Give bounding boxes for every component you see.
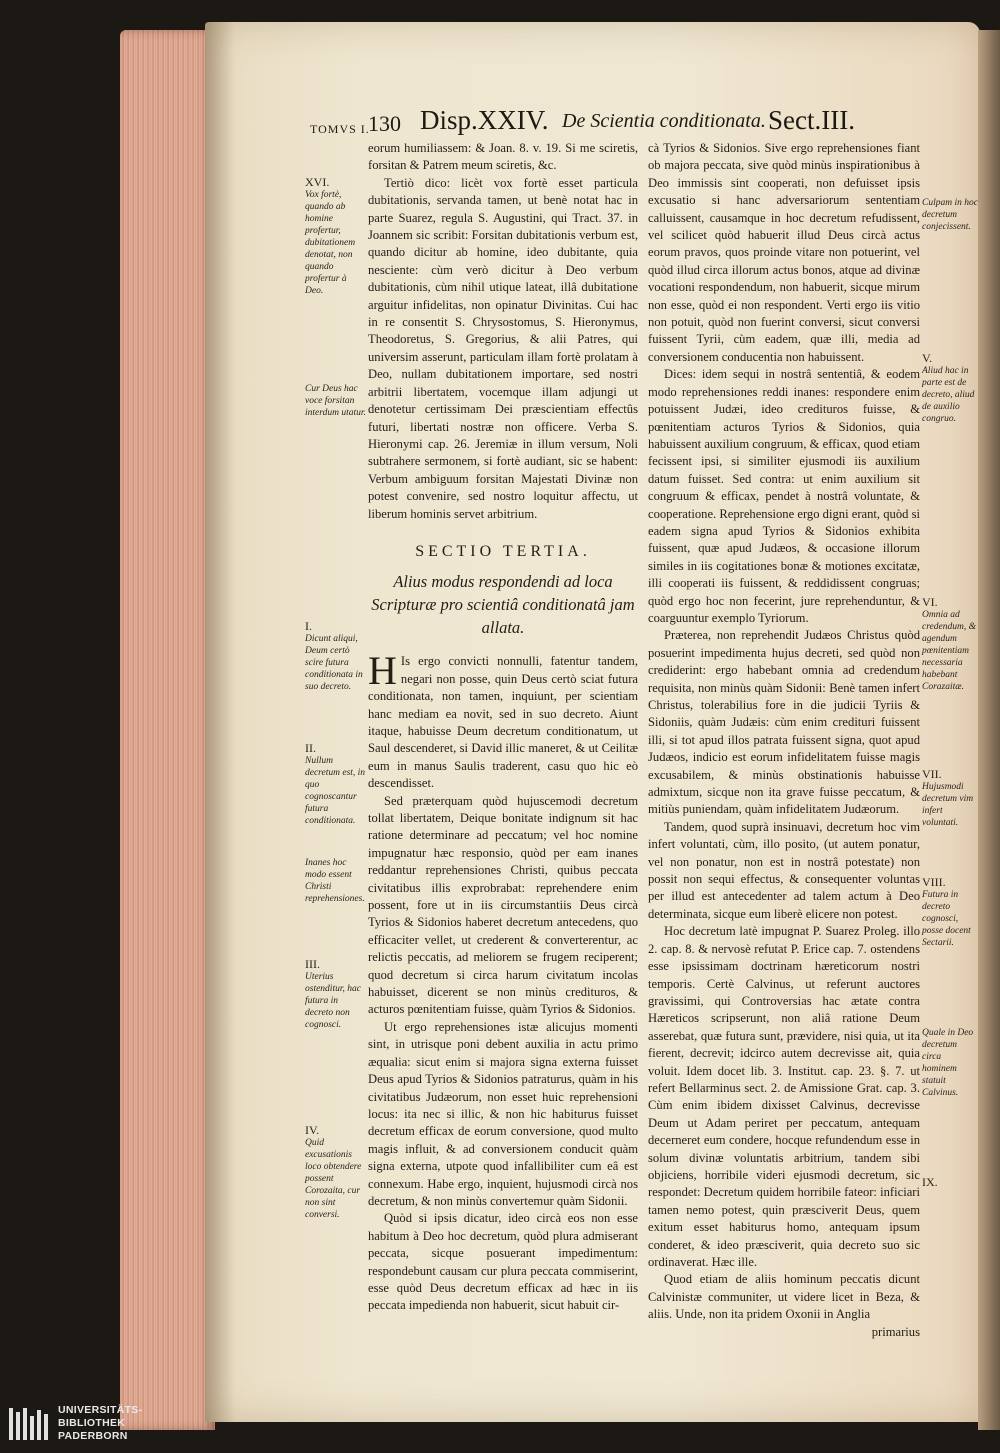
margin-note: Quale in Deo decretum circa hominem statuit Calvinus. xyxy=(922,1028,974,1098)
section-subtitle: Alius modus respondendi ad loca Scripturæ pro scientiâ conditionatâ jam allata. xyxy=(371,572,635,638)
library-logo xyxy=(8,1402,148,1446)
margin-note: II. Nullum decretum est, in quo cognoscantur futura conditionata. xyxy=(305,741,366,826)
margin-note: VI. Omnia ad credendum, & agendum pœnitentiam necessaria habebant Corazaitæ. xyxy=(922,595,976,692)
paragraph: Præterea, non reprehendit Judæos Christus quòd posuerint impedimenta hujus decreti, sed quòd non crediderint: ergo habebant omnia ad credendum requisita, non minùs quàm Sidonii: Benè tamen infert Christus, tolerabilius fore in die judicii Tyriis & Sidoniis, quàm Judæis: cùm enim credituri fuissent illi, si tot apud illos patrata fuissent signa, quot apud Judæos, indicio est eorum infidelitatem fuisse magis excusabilem, & minùs obstinationis habuisse admixtum, sicque non ita grave fuisse peccatum, & mitiùs puniendam, quàm infidelitatem Judæorum. xyxy=(648,628,920,817)
margin-note: Inanes hoc modo essent Christi reprehensiones. xyxy=(305,858,365,904)
margin-note: VII. Hujusmodi decretum vim infert voluntati. xyxy=(922,767,974,828)
paragraph: Tandem, quod suprà insinuavi, decretum hoc vim infert voluntati, cùm, illo posito, (ut autem ponatur, vel non ponatur, non est in nostrâ potestate) non possit non sequi effectus, & consequenter voluntas per illud est antecedenter ad talem actum à Deo determinata, sicque eum liberè elicere non potest. xyxy=(648,819,920,921)
margin-note: Culpam in hoc decretum conjecissent. xyxy=(922,198,978,232)
paragraph-text: Is ergo convicti nonnulli, fatentur tandem, negari non posse, quin Deus certò sciat futura conditionata, non tamen, inquiunt, per scientiam hanc mediam ea novit, sed in suo decreto. Aiunt itaque, habuisse Deum decretum conditionatum, ut Saul descenderet, si David illic maneret, & ut Ceilitæ eum in manus Saulis traderent, casu quo hic eò descendisset. xyxy=(368,654,638,791)
margin-note: Cur Deus hac voce forsitan interdum utatur. xyxy=(305,384,366,418)
margin-note: V. Aliud hac in parte est de decreto, aliud de auxilio congruo. xyxy=(922,351,975,424)
library-logo-text: UNIVERSITÄTS- BIBLIOTHEK PADERBORN xyxy=(58,1404,143,1442)
gutter-shadow xyxy=(205,22,235,1422)
margin-note: I. Dicunt aliqui, Deum certò scire futura conditionata in suo decreto. xyxy=(305,619,363,692)
paragraph: Sed præterquam quòd hujuscemodi decretum tollat libertatem, Deique bonitate indignum sit hac ratione determinare ad peccatum; vel hoc nomine impugnatur hæc responsio, quòd per eam inanes reddantur reprehensiones Christi, quibus peccata civitatibus illis exprobrabat: reprehendere enim possent, fore ut in iis circumstantiis Deus circà Tyrios & Sidonios haberet decretum antecedens, quo efficaciter vellet, ut crederent & converterentur, ac relictis peccatis, ad meliorem se frugem reciperent; quod decretum si circa harum civitatum incolas habuisset, dicerent se non minùs credituros, & acturos pœnitentiam fuisse, quàm Tyrios & Sidonios. xyxy=(368,793,638,1017)
paragraph: Ut ergo reprehensiones istæ alicujus momenti sint, in utrisque poni debent auxilia in actu primo æqualia: sicut enim si majora signa externa fuisset Deus apud Tyrios & Sidonios patraturus, quàm in his civitatibus Judæorum, non esset huic reprehensioni locus: ita nec si illic, & non hic habiturus fuisset decretum efficax de eorum conversione, quod multo magis influit, & ad conversionem conducit quàm signa externa, utpote quod infallibiliter cum eâ est connexum. Habe ergo, inquient, hujusmodi circà nos decretum, & non minùs convertemur quàm Sidonii. xyxy=(368,1019,638,1208)
margin-note: IX. xyxy=(922,1175,938,1189)
margin-note: III. Uterius ostenditur, hac futura in decreto non cognosci. xyxy=(305,957,361,1030)
tome-label: TOMVS I. xyxy=(310,122,370,136)
paragraph: eorum humiliassem: & Joan. 8. v. 19. Si me sciretis, forsitan & Patrem meum sciretis, &c. xyxy=(368,141,638,173)
library-logo-icon xyxy=(8,1406,50,1444)
paragraph: cà Tyrios & Sidonios. Sive ergo reprehensiones fiant ob majora peccata, sive quòd minùs inspirationibus à Deo immissis sint cooperati, non defuisset ipsis excusatio si hanc adversariorum sententiam calluissent, causamque in hoc decretum refudissent, vel scilicet quòd habuerit illud Deus circà actus eorum pravos, quos proinde vitare non potuerint, vel quòd illud circa illorum actus bonos, atque ad divinæ vocationi respondendum, non habuerit, sicque mirum non esse, quòd ei non respondent. Verti ergo iis vitio non potuit, quòd non fuerint conversi, sicut conversi fuissent Tyrii, cùm eadem, quæ illi, media ad conversionem conducentia non habuissent. xyxy=(648,141,920,364)
paragraph: Quòd si ipsis dicatur, ideo circà eos non esse habitum à Deo hoc decretum, quòd plura admiserant peccata, sicque posuerant impedimentum: respondebunt causam cur plura peccata commiserint, esse quòd Deus decretum efficax ad hæc in iis peccata impedienda non habuerit, sicut habuit cir- xyxy=(368,1211,638,1313)
paragraph: Tertiò dico: licèt vox fortè esset particula dubitationis, servanda tamen, ut benè notat hac in parte Suarez, regula S. Augustini, qui Tract. 37. in Joannem sic scribit: Forsitan dubitationis verbum est, quando dicitur ab homine, ideo dubitante, quia nesciente: cùm verò dicitur à Deo verbum dubitationis, cùm nihil utique lateat, illâ dubitatione arguitur infidelitas, non opinatur Divinitas. Cui hac in re consentit S. Chrysostomus, S. Hieronymus, Theodoretus, S. Gregorius, & alii Patres, qui universim asserunt, particulam illam fortè prolatam à Deo, nullam dubitationem importare, sed nostri arbitrii libertatem, vocemque illam adjungi ut denotetur certissimam Dei præscientiam effectûs futuri, libertati nostræ non officere. Verba S. Hieronymi cap. 26. Jeremiæ in illum versum, Noli subtrahere sermonem, si fortè audiant, sic se habent: Verbum ambiguum forsitan Majestati Divinæ non potest convenire, sed nostro loquitur affectu, ut liberum hominis servet arbitrium. xyxy=(368,175,638,521)
margin-note: IV. Quid excusationis loco obtendere possent Corozaita, cur non sint conversi. xyxy=(305,1123,362,1220)
paragraph: Dices: idem sequi in nostrâ sententiâ, & eodem modo reprehensiones reddi inanes: respondere enim potuissent Judæi, ideo credituros fuisse, & pœnitentiam acturos Tyrios & Sidonios, quia habuissent auxilium congruum, & efficax, quod etiam fecissent ipsi, si similiter ejusmodi iis auxilium datum fuisset. Sed contra: ut enim auxilium sit congruum & efficax, pendet à nostrâ voluntate, & cooperatione. Reprehensione ergo digni erant, quòd si eadem signa apud Tyrios & Sidonios exhibita fuissent, quæ apud Judæos, & occasione illorum similes in iis cogitationes bonæ & motiones excitatæ, illi cooperati iis fuissent, & reddidissent congruas; quòd ergo hoc non fecerint, jure reprehenduntur, & coarguuntur exemplo Tyriorum. xyxy=(648,367,920,625)
paragraph: Quod etiam de aliis hominum peccatis dicunt Calvinistæ communiter, ut videre licet in Beza, & aliis. Unde, non ita pridem Oxonii in Anglia xyxy=(648,1272,920,1322)
right-text-column xyxy=(648,140,920,1341)
left-text-column xyxy=(368,140,638,1315)
page-number: 130 xyxy=(368,111,401,136)
running-title: De Scientia conditionata. xyxy=(562,110,766,132)
running-head xyxy=(300,105,940,145)
next-page-edge xyxy=(978,30,1000,1430)
margin-note: XVI. Vox fortè, quando ab homine profertur, dubitationem denotat, non quando profertur à Deo. xyxy=(305,175,356,296)
section-heading: SECTIO TERTIA. xyxy=(415,542,591,560)
paragraph: Hoc decretum latè impugnat P. Suarez Proleg. illo 2. cap. 8. & nervosè refutat P. Erice cap. 7. ostendens esse ipsissimam doctrinam hæreticorum nostri temporis. Certè Calvinus, ut referunt auctores gravissimi, qui Controversias hac ætate contra Hæreticos scripserunt, non aliâ ratione Deum asserebat, quæ futura sunt, prævidere, nisi quia, ut ita fierent, decrevit; idcirco autem decrevisse ait, quia voluit. Idem docet lib. 3. Institut. cap. 23. §. 7. ut refert Bellarminus sect. 2. de Amissione Grat. cap. 3. Cùm enim ibidem dixisset Calvinus, decrevisse Deum ut Adam periret per peccatum, antequam decerneret eum condere, hocque refundendum esse in solum divinæ voluntatis arbitrium, tandem sibi objiciens, horribile videri ejusmodi decretum, sic respondet: Decretum quidem horribile fateor: inficiari tamen nemo potest, quin præsciverit Deus, quem exitum esset habiturus homo, antequam ipsum conderet, & ideo præsciverit, quia decreto suo sic ordinaverat. Hæc ille. xyxy=(648,924,920,1269)
catchword: primarius xyxy=(871,1324,920,1339)
section-label: Sect.III. xyxy=(768,105,855,135)
book-fore-edge xyxy=(120,30,215,1430)
drop-cap: H xyxy=(368,648,397,694)
paragraph xyxy=(368,648,638,792)
disputation-label: Disp.XXIV. xyxy=(420,105,549,135)
margin-note: VIII. Futura in decreto cognosci, posse docent Sectarii. xyxy=(922,875,971,948)
